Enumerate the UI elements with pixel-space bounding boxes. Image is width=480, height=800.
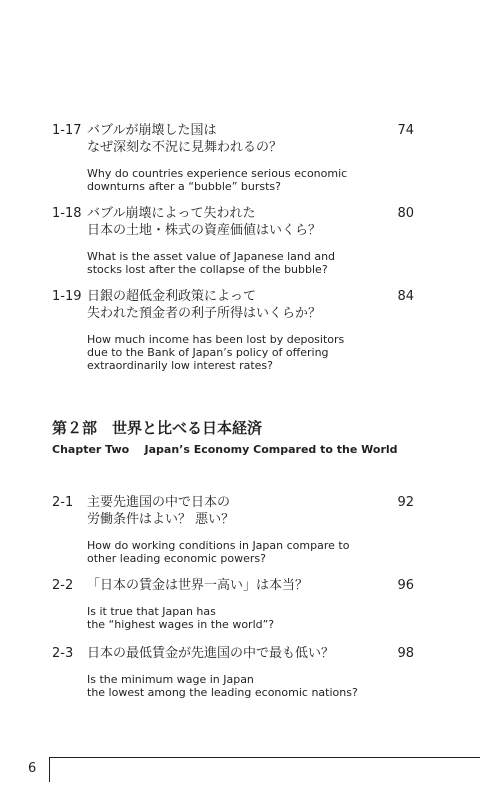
page-number: 6 <box>28 761 37 776</box>
page-footer <box>0 757 480 800</box>
entry-number: 2-3 <box>52 646 74 661</box>
footer-rule <box>49 757 480 758</box>
entry-page-number: 80 <box>397 206 414 221</box>
toc-entry-2-2[interactable] <box>52 577 414 631</box>
toc-entry-1-18[interactable] <box>52 205 414 276</box>
entry-title-en: Is the minimum wage in Japan the lowest among the leading economic nations? <box>87 673 358 699</box>
entry-number: 2-2 <box>52 578 74 593</box>
entry-title-ja: バブルが崩壊した国は なぜ深刻な不況に見舞われるの？ <box>87 123 283 155</box>
toc-entry-2-3[interactable] <box>52 645 414 699</box>
chapter-title-ja: 第２部 世界と比べる日本経済 <box>52 419 263 437</box>
entry-title-ja: 日銀の超低金利政策によって 失われた預金者の利子所得はいくらか？ <box>87 289 322 321</box>
entry-page-number: 92 <box>397 495 414 510</box>
entry-title-en: What is the asset value of Japanese land and stocks lost after the collapse of the bubble? <box>87 250 336 276</box>
entry-number: 1-18 <box>52 206 82 221</box>
entry-number: 2-1 <box>52 495 74 510</box>
entry-number: 1-17 <box>52 123 82 138</box>
chapter-heading <box>52 418 432 457</box>
entry-title-ja: 日本の最低賃金が先進国の中で最も低い？ <box>87 646 335 661</box>
entry-title-ja: バブル崩壊によって失われた 日本の土地・株式の資産価値はいくら？ <box>87 206 322 238</box>
entry-title-en: How much income has been lost by depositors due to the Bank of Japan’s policy of offering extraordinarily low interest rates? <box>87 333 345 372</box>
entry-title-ja: 主要先進国の中で日本の 労働条件はよい？ 悪い？ <box>87 495 235 527</box>
chapter-title-en: Chapter Two Japan’s Economy Compared to the World <box>52 443 398 456</box>
entry-title-en: How do working conditions in Japan compare to other leading economic powers? <box>87 539 350 565</box>
entry-title-en: Is it true that Japan has the “highest wages in the world”? <box>87 605 275 631</box>
toc-entry-1-17[interactable] <box>52 122 414 193</box>
entry-page-number: 74 <box>397 123 414 138</box>
entry-title-en: Why do countries experience serious economic downturns after a “bubble” bursts? <box>87 167 348 193</box>
toc-entry-2-1[interactable] <box>52 494 414 565</box>
entry-number: 1-19 <box>52 289 82 304</box>
entry-page-number: 84 <box>397 289 414 304</box>
entry-title-ja: 「日本の賃金は世界一高い」は本当？ <box>87 578 309 593</box>
footer-divider <box>49 757 50 782</box>
entry-page-number: 96 <box>397 578 414 593</box>
entry-page-number: 98 <box>397 646 414 661</box>
toc-entry-1-19[interactable] <box>52 288 414 372</box>
